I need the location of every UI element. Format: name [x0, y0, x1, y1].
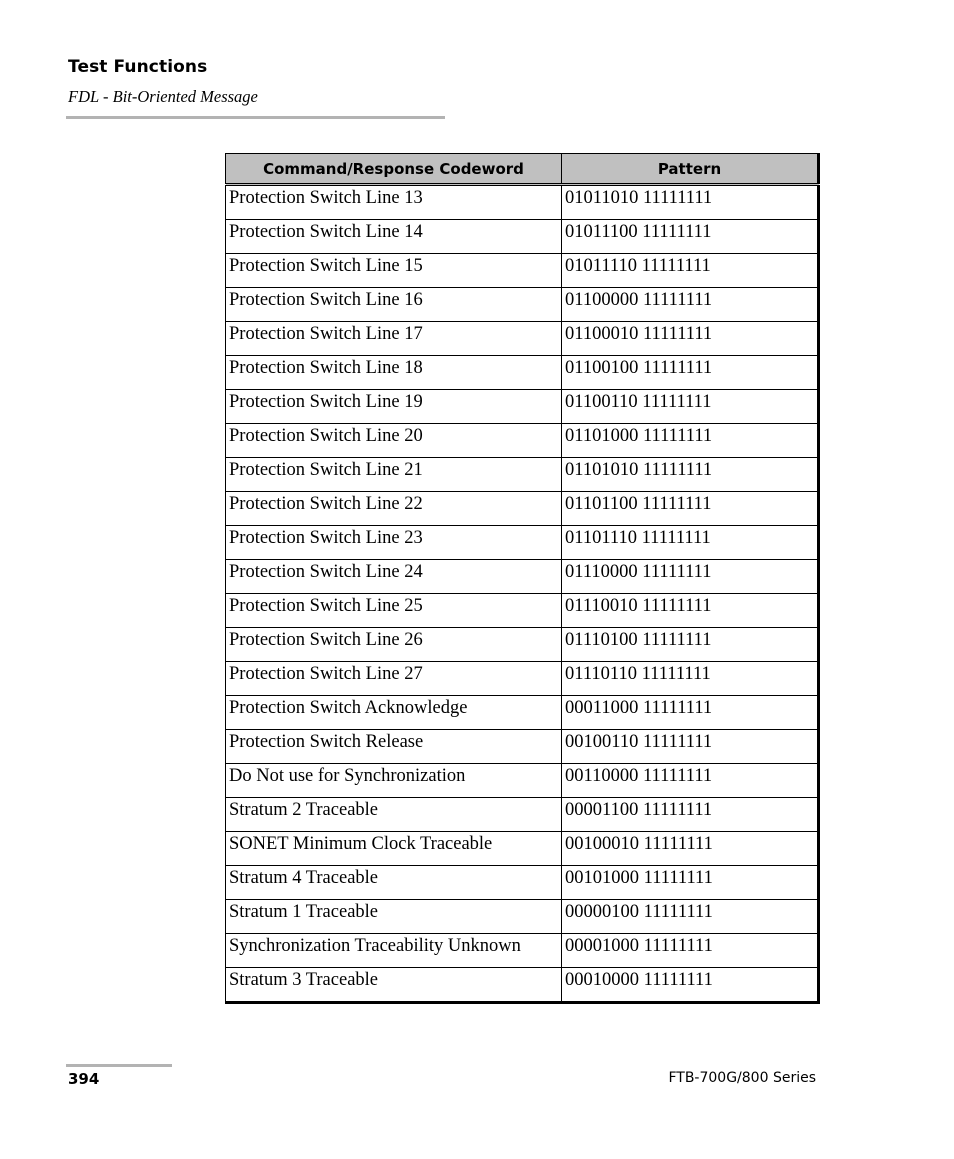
page-number: 394 [68, 1070, 100, 1088]
pattern-cell: 01110000 11111111 [562, 560, 819, 594]
table-row [226, 560, 819, 594]
table-row [226, 764, 819, 798]
pattern-cell: 01100110 11111111 [562, 390, 819, 424]
table-row [226, 934, 819, 968]
section-subtitle: FDL - Bit-Oriented Message [68, 87, 258, 106]
table-row [226, 492, 819, 526]
codeword-cell: Protection Switch Line 22 [226, 492, 562, 526]
codeword-cell: Protection Switch Line 17 [226, 322, 562, 356]
table-row [226, 628, 819, 662]
pattern-cell: 00001000 11111111 [562, 934, 819, 968]
pattern-cell: 00101000 11111111 [562, 866, 819, 900]
table-row [226, 322, 819, 356]
codeword-cell: Protection Switch Release [226, 730, 562, 764]
table-row [226, 866, 819, 900]
footer-divider [66, 1064, 172, 1067]
table-row [226, 390, 819, 424]
codeword-cell: Protection Switch Line 16 [226, 288, 562, 322]
table-header-row [226, 154, 819, 185]
codeword-cell: Protection Switch Line 13 [226, 185, 562, 220]
table-row [226, 254, 819, 288]
pattern-cell: 01011100 11111111 [562, 220, 819, 254]
pattern-cell: 00110000 11111111 [562, 764, 819, 798]
pattern-cell: 00011000 11111111 [562, 696, 819, 730]
codeword-cell: Stratum 1 Traceable [226, 900, 562, 934]
pattern-cell: 01100100 11111111 [562, 356, 819, 390]
codeword-cell: Protection Switch Line 23 [226, 526, 562, 560]
pattern-cell: 01101010 11111111 [562, 458, 819, 492]
table-row [226, 832, 819, 866]
product-series: FTB-700G/800 Series [668, 1070, 816, 1086]
table-row [226, 424, 819, 458]
codeword-cell: Protection Switch Line 18 [226, 356, 562, 390]
pattern-cell: 00010000 11111111 [562, 968, 819, 1003]
pattern-cell: 01101110 11111111 [562, 526, 819, 560]
table-row [226, 662, 819, 696]
table-row [226, 900, 819, 934]
table-row [226, 526, 819, 560]
pattern-cell: 00001100 11111111 [562, 798, 819, 832]
pattern-cell: 01101100 11111111 [562, 492, 819, 526]
codeword-table-container [225, 153, 820, 1004]
codeword-cell: Protection Switch Line 19 [226, 390, 562, 424]
table-row [226, 730, 819, 764]
table-row [226, 798, 819, 832]
header-divider [66, 116, 445, 119]
pattern-cell: 01011010 11111111 [562, 185, 819, 220]
table-row [226, 968, 819, 1003]
codeword-cell: SONET Minimum Clock Traceable [226, 832, 562, 866]
codeword-cell: Stratum 2 Traceable [226, 798, 562, 832]
codeword-cell: Stratum 3 Traceable [226, 968, 562, 1003]
pattern-cell: 00000100 11111111 [562, 900, 819, 934]
table-row [226, 696, 819, 730]
table-body [226, 185, 819, 1003]
pattern-cell: 00100010 11111111 [562, 832, 819, 866]
table-row [226, 220, 819, 254]
codeword-cell: Synchronization Traceability Unknown [226, 934, 562, 968]
codeword-cell: Protection Switch Line 24 [226, 560, 562, 594]
pattern-cell: 01100010 11111111 [562, 322, 819, 356]
table-row [226, 356, 819, 390]
pattern-cell: 01110110 11111111 [562, 662, 819, 696]
codeword-cell: Protection Switch Acknowledge [226, 696, 562, 730]
table-row [226, 594, 819, 628]
codeword-cell: Stratum 4 Traceable [226, 866, 562, 900]
codeword-cell: Protection Switch Line 21 [226, 458, 562, 492]
table-row [226, 458, 819, 492]
codeword-cell: Protection Switch Line 26 [226, 628, 562, 662]
table-row [226, 288, 819, 322]
pattern-cell: 01101000 11111111 [562, 424, 819, 458]
codeword-table [225, 153, 820, 1004]
pattern-cell: 01110100 11111111 [562, 628, 819, 662]
codeword-cell: Protection Switch Line 25 [226, 594, 562, 628]
pattern-cell: 01110010 11111111 [562, 594, 819, 628]
pattern-cell: 01100000 11111111 [562, 288, 819, 322]
codeword-cell: Protection Switch Line 20 [226, 424, 562, 458]
section-title: Test Functions [68, 57, 208, 77]
codeword-cell: Protection Switch Line 27 [226, 662, 562, 696]
column-header-pattern: Pattern [562, 154, 819, 185]
codeword-cell: Do Not use for Synchronization [226, 764, 562, 798]
column-header-codeword: Command/Response Codeword [226, 154, 562, 185]
pattern-cell: 00100110 11111111 [562, 730, 819, 764]
codeword-cell: Protection Switch Line 14 [226, 220, 562, 254]
table-row [226, 185, 819, 220]
codeword-cell: Protection Switch Line 15 [226, 254, 562, 288]
pattern-cell: 01011110 11111111 [562, 254, 819, 288]
